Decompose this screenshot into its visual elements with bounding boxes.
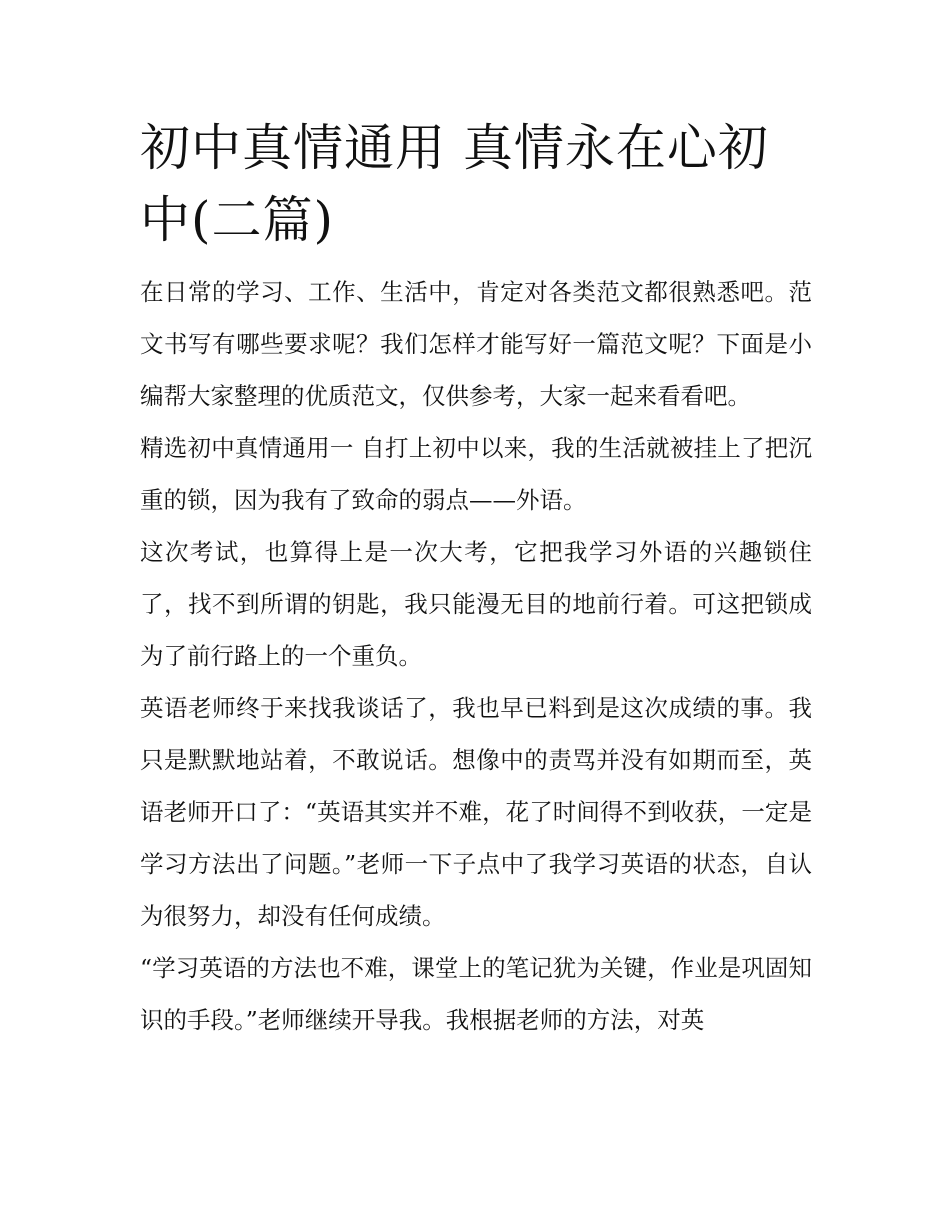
document-page bbox=[140, 112, 812, 1046]
paragraph-2: 这次考试，也算得上是一次大考，它把我学习外语的兴趣锁住了，找不到所谓的钥匙，我只能漫无目的地前行着。可这把锁成为了前行路上的一个重负。 bbox=[140, 538, 812, 670]
document-title: 初中真情通用 真情永在心初中(二篇) bbox=[140, 119, 769, 249]
paragraph-4: “学习英语的方法也不难，课堂上的笔记犹为关键，作业是巩固知识的手段。”老师继续开导我。我根据老师的方法，对英 bbox=[140, 954, 812, 1034]
paragraph-3: 英语老师终于来找我谈话了，我也早已料到是这次成绩的事。我只是默默地站着，不敢说话。想像中的责骂并没有如期而至，英语老师开口了：“英语其实并不难，花了时间得不到收获，一定是学习方法出了问题。”老师一下子点中了我学习英语的状态，自认为很努力，却没有任何成绩。 bbox=[140, 694, 812, 930]
paragraph-1: 精选初中真情通用一 自打上初中以来，我的生活就被挂上了把沉重的锁，因为我有了致命的弱点——外语。 bbox=[140, 434, 812, 514]
paragraph-intro: 在日常的学习、工作、生活中，肯定对各类范文都很熟悉吧。范文书写有哪些要求呢？我们怎样才能写好一篇范文呢？下面是小编帮大家整理的优质范文，仅供参考，大家一起来看看吧。 bbox=[140, 278, 812, 410]
